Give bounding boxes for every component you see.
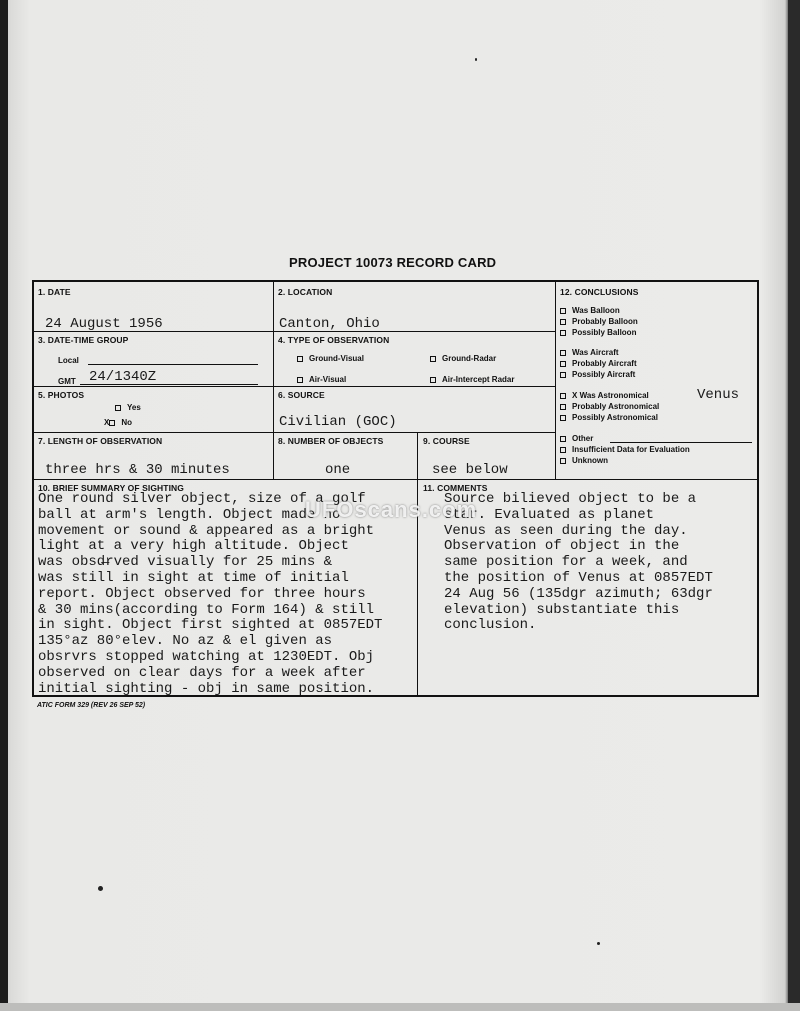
dtg-gmt-line — [80, 384, 258, 385]
location-label: 2. LOCATION — [278, 287, 333, 297]
check-mark: X — [104, 418, 110, 427]
summary-line: report. Object observed for three hours — [38, 585, 366, 602]
summary-line: observed on clear days for a week after — [38, 664, 366, 681]
dtg-label: 3. DATE-TIME GROUP — [38, 335, 129, 345]
summary-line: initial sighting - obj in same position. — [38, 680, 375, 697]
conclusion-other: Other — [560, 434, 593, 443]
observation-type-label: 4. TYPE OF OBSERVATION — [278, 335, 390, 345]
divider — [555, 282, 556, 480]
course-label: 9. COURSE — [423, 436, 470, 446]
summary-line: light at a very high altitude. Object — [38, 538, 349, 555]
summary-line: 135°az 80°elev. No az & el given as — [38, 633, 333, 650]
watermark: UFOscans.com — [305, 497, 478, 522]
dtg-local-label: Local — [58, 356, 79, 365]
conclusion-possibly-aircraft: Possibly Aircraft — [560, 370, 635, 379]
source-label: 6. SOURCE — [278, 390, 325, 400]
number-value: one — [325, 462, 351, 478]
conclusion-unknown: Unknown — [560, 456, 608, 465]
scan-left-edge — [0, 0, 8, 1011]
summary-line: & 30 mins(according to Form 164) & still — [38, 601, 375, 618]
checkbox-icon — [430, 356, 436, 362]
divider — [417, 432, 418, 480]
summary-line: movement or sound & appeared as a bright — [38, 522, 375, 539]
checkbox-icon — [560, 415, 566, 421]
checkbox-icon — [297, 377, 303, 383]
checkbox-icon — [560, 319, 566, 325]
checkbox-icon — [560, 404, 566, 410]
conclusion-probably-aircraft: Probably Aircraft — [560, 359, 637, 368]
comments-line: star. Evaluated as planet — [444, 506, 655, 523]
comments-line: elevation) substantiate this — [444, 601, 680, 618]
form-number: ATIC FORM 329 (REV 26 SEP 52) — [37, 702, 146, 709]
checkbox-icon — [560, 458, 566, 464]
check-mark: X — [572, 391, 578, 400]
checkbox-icon — [560, 350, 566, 356]
summary-line: was obsd̶rved visually for 25 mins & — [38, 554, 333, 571]
dtg-gmt-label: GMT — [58, 377, 76, 386]
astronomical-note: Venus — [697, 387, 740, 403]
summary-line: obsrvrs stopped watching at 1230EDT. Obj — [38, 648, 375, 665]
card-title: PROJECT 10073 RECORD CARD — [289, 255, 497, 270]
divider — [33, 432, 555, 433]
divider — [33, 386, 555, 387]
comments-line: same position for a week, and — [444, 554, 688, 571]
scan-bottom-edge — [0, 1003, 800, 1011]
checkbox-icon — [560, 308, 566, 314]
option-air-visual: Air-Visual — [297, 375, 346, 384]
scan-speck — [597, 942, 600, 945]
comments-label: 11. COMMENTS — [423, 483, 488, 493]
length-label: 7. LENGTH OF OBSERVATION — [38, 436, 163, 446]
scan-speck — [98, 886, 103, 891]
option-ground-visual: Ground-Visual — [297, 354, 364, 363]
summary-line: One round silver object, size of a golf — [38, 491, 366, 507]
divider — [33, 479, 758, 480]
comments-line: Source bilieved object to be a — [444, 491, 697, 507]
scan-right-edge — [788, 0, 800, 1011]
photos-no: X No — [104, 418, 133, 427]
checkbox-icon — [560, 447, 566, 453]
checkbox-icon — [115, 405, 121, 411]
conclusion-was-aircraft: Was Aircraft — [560, 348, 619, 357]
conclusion-probably-balloon: Probably Balloon — [560, 317, 638, 326]
option-air-intercept-radar: Air-Intercept Radar — [430, 375, 514, 384]
summary-line: in sight. Object first sighted at 0857EDT — [38, 617, 383, 634]
comments-line: conclusion. — [444, 617, 537, 634]
checkbox-icon — [109, 420, 115, 426]
conclusions-label: 12. CONCLUSIONS — [560, 287, 639, 297]
checkbox-icon — [560, 436, 566, 442]
checkbox-icon — [560, 393, 566, 399]
divider — [273, 282, 274, 480]
date-value: 24 August 1956 — [45, 316, 163, 332]
summary-label: 10. BRIEF SUMMARY OF SIGHTING — [38, 483, 184, 493]
course-value: see below — [432, 462, 508, 478]
number-label: 8. NUMBER OF OBJECTS — [278, 436, 384, 446]
length-value: three hrs & 30 minutes — [45, 462, 230, 478]
conclusion-insufficient-data: Insufficient Data for Evaluation — [560, 445, 690, 454]
comments-line: Observation of object in the — [444, 538, 680, 555]
conclusion-probably-astronomical: Probably Astronomical — [560, 402, 659, 411]
checkbox-icon — [560, 361, 566, 367]
dtg-gmt-value: 24/1340Z — [89, 369, 157, 385]
other-line — [610, 442, 752, 443]
source-value: Civilian (GOC) — [279, 414, 397, 430]
summary-line: was still in sight at time of initial — [38, 569, 349, 586]
scan-speck — [475, 58, 477, 61]
comments-text — [444, 492, 754, 634]
conclusion-was-astronomical: X Was Astronomical — [560, 391, 649, 400]
photos-yes: Yes — [115, 403, 141, 412]
date-label: 1. DATE — [38, 287, 71, 297]
checkbox-icon — [430, 377, 436, 383]
comments-line: the position of Venus at 0857EDT — [444, 569, 713, 586]
conclusion-possibly-balloon: Possibly Balloon — [560, 328, 636, 337]
checkbox-icon — [560, 372, 566, 378]
photos-label: 5. PHOTOS — [38, 390, 85, 400]
conclusion-possibly-astronomical: Possibly Astronomical — [560, 413, 658, 422]
comments-line: 24 Aug 56 (135dgr azimuth; 63dgr — [444, 585, 713, 602]
option-ground-radar: Ground-Radar — [430, 354, 496, 363]
conclusion-was-balloon: Was Balloon — [560, 306, 620, 315]
comments-line: Venus as seen during the day. — [444, 522, 688, 539]
checkbox-icon — [560, 330, 566, 336]
dtg-local-line — [88, 364, 258, 365]
location-value: Canton, Ohio — [279, 316, 380, 332]
checkbox-icon — [297, 356, 303, 362]
summary-line: ball at arm's length. Object made no — [38, 506, 341, 523]
